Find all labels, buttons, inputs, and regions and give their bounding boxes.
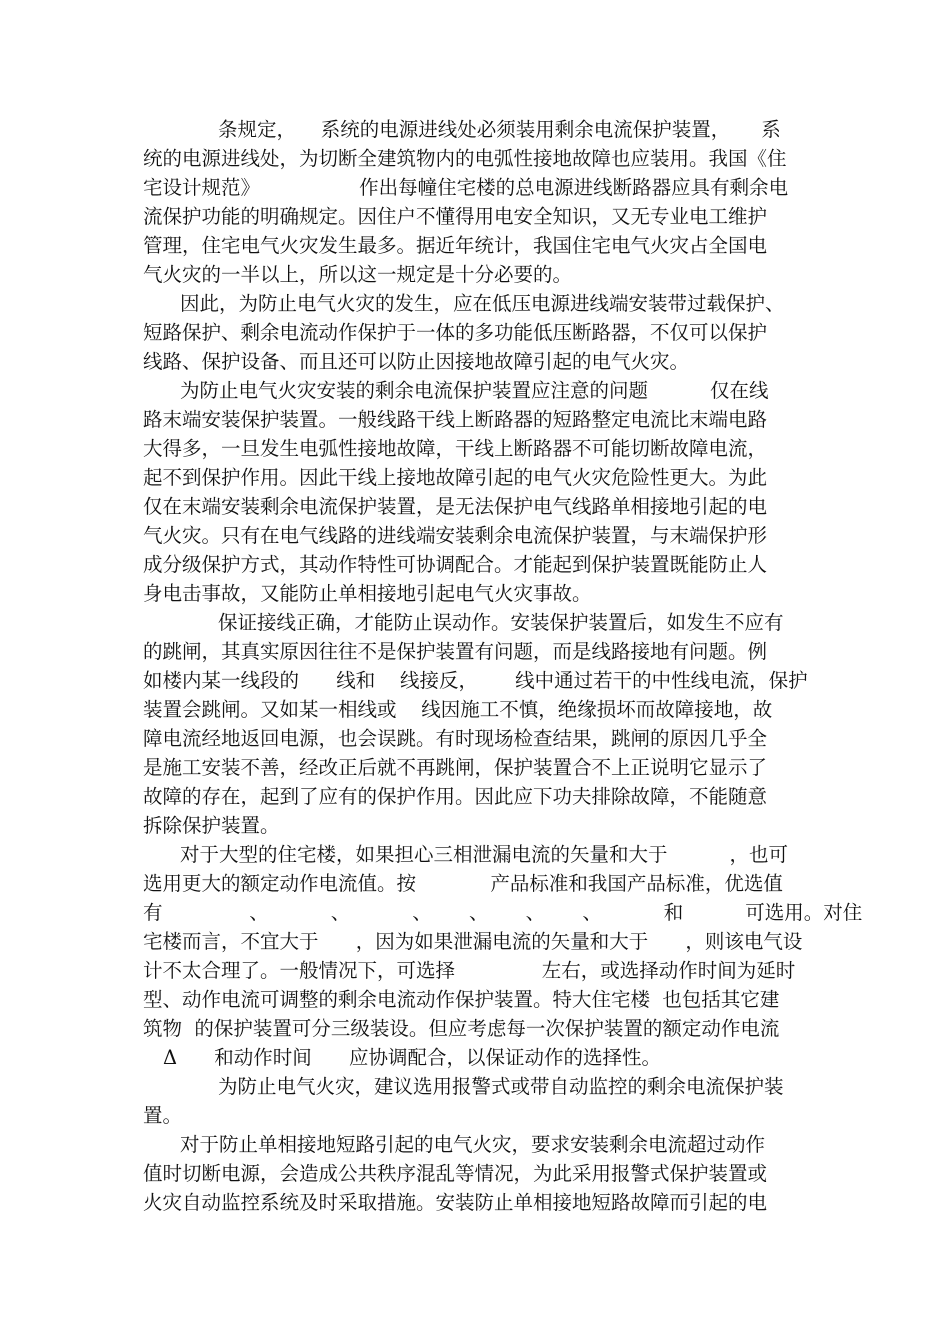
text-line: 线路、保护设备、而且还可以防止因接地故障引起的电气火灾。 — [143, 350, 690, 373]
text-line: 流保护功能的明确规定。因住户不懂得用电安全知识，又无专业电工维护 — [143, 205, 768, 228]
text-line: 宅设计规范》 作出每幢住宅楼的总电源进线断路器应具有剩余电 — [143, 176, 789, 199]
text-line: 气火灾的一半以上，所以这一规定是十分必要的。 — [143, 263, 573, 286]
text-line: 气火灾。只有在电气线路的进线端安装剩余电流保护装置，与末端保护形 — [143, 524, 768, 547]
text-line: 筑物 的保护装置可分三级装设。但应考虑每一次保护装置的额定动作电流 — [143, 1017, 780, 1040]
text-line: 有 、 、 、 、 、 、 和 可选用。对住 — [143, 901, 863, 924]
text-line: 如楼内某一线段的 线和 线接反， 线中通过若干的中性线电流，保护 — [143, 669, 808, 692]
text-line: 因此，为防止电气火灾的发生，应在低压电源进线端安装带过载保护、 — [180, 292, 785, 315]
text-line: 身电击事故，又能防止单相接地引起电气火灾事故。 — [143, 582, 592, 605]
text-line: 为防止电气火灾，建议选用报警式或带自动监控的剩余电流保护装 — [218, 1075, 784, 1098]
text-line: 选用更大的额定动作电流值。按 产品标准和我国产品标准，优选值 — [143, 872, 783, 895]
text-line: 管理，住宅电气火灾发生最多。据近年统计，我国住宅电气火灾占全国电 — [143, 234, 768, 257]
text-line: Δ 和动作时间 应协调配合，以保证动作的选择性。 — [163, 1046, 661, 1069]
text-line: 值时切断电源，会造成公共秩序混乱等情况，为此采用报警式保护装置或 — [143, 1162, 768, 1185]
text-line: 宅楼而言，不宜大于 ，因为如果泄漏电流的矢量和大于 ，则该电气设 — [143, 930, 803, 953]
text-line: 对于大型的住宅楼，如果担心三相泄漏电流的矢量和大于 ，也可 — [180, 843, 788, 866]
text-line: 起不到保护作用。因此干线上接地故障引起的电气火灾危险性更大。为此 — [143, 466, 768, 489]
text-line: 型、动作电流可调整的剩余电流动作保护装置。特大住宅楼 也包括其它建 — [143, 988, 780, 1011]
text-line: 为防止电气火灾安装的剩余电流保护装置应注意的问题 仅在线 — [180, 379, 769, 402]
text-line: 仅在末端安装剩余电流保护装置，是无法保护电气线路单相接地引起的电 — [143, 495, 768, 518]
text-line: 是施工安装不善，经改正后就不再跳闸，保护装置合不上正说明它显示了 — [143, 756, 768, 779]
text-line: 统的电源进线处，为切断全建筑物内的电弧性接地故障也应装用。我国《住 — [143, 147, 787, 170]
text-line: 条规定， 系统的电源进线处必须装用剩余电流保护装置， 系 — [218, 118, 781, 141]
text-line: 短路保护、剩余电流动作保护于一体的多功能低压断路器，不仅可以保护 — [143, 321, 768, 344]
text-line: 成分级保护方式，其动作特性可协调配合。才能起到保护装置既能防止人 — [143, 553, 768, 576]
text-line: 拆除保护装置。 — [143, 814, 280, 837]
text-line: 故障的存在，起到了应有的保护作用。因此应下功夫排除故障，不能随意 — [143, 785, 768, 808]
text-line: 障电流经地返回电源，也会误跳。有时现场检查结果，跳闸的原因几乎全 — [143, 727, 768, 750]
text-line: 大得多，一旦发生电弧性接地故障，干线上断路器不可能切断故障电流， — [143, 437, 768, 460]
text-line: 火灾自动监控系统及时采取措施。安装防止单相接地短路故障而引起的电 — [143, 1191, 768, 1214]
text-line: 路末端安装保护装置。一般线路干线上断路器的短路整定电流比末端电路 — [143, 408, 768, 431]
text-line: 装置会跳闸。又如某一相线或 线因施工不慎，绝缘损坏而故障接地，故 — [143, 698, 773, 721]
text-line: 对于防止单相接地短路引起的电气火灾，要求安装剩余电流超过动作 — [180, 1133, 766, 1156]
text-line: 的跳闸，其真实原因往往不是保护装置有问题，而是线路接地有问题。例 — [143, 640, 768, 663]
text-line: 置。 — [143, 1104, 183, 1127]
text-line: 保证接线正确，才能防止误动作。安装保护装置后，如发生不应有 — [218, 611, 784, 634]
text-line: 计不太合理了。一般情况下，可选择 左右，或选择动作时间为延时 — [143, 959, 796, 982]
